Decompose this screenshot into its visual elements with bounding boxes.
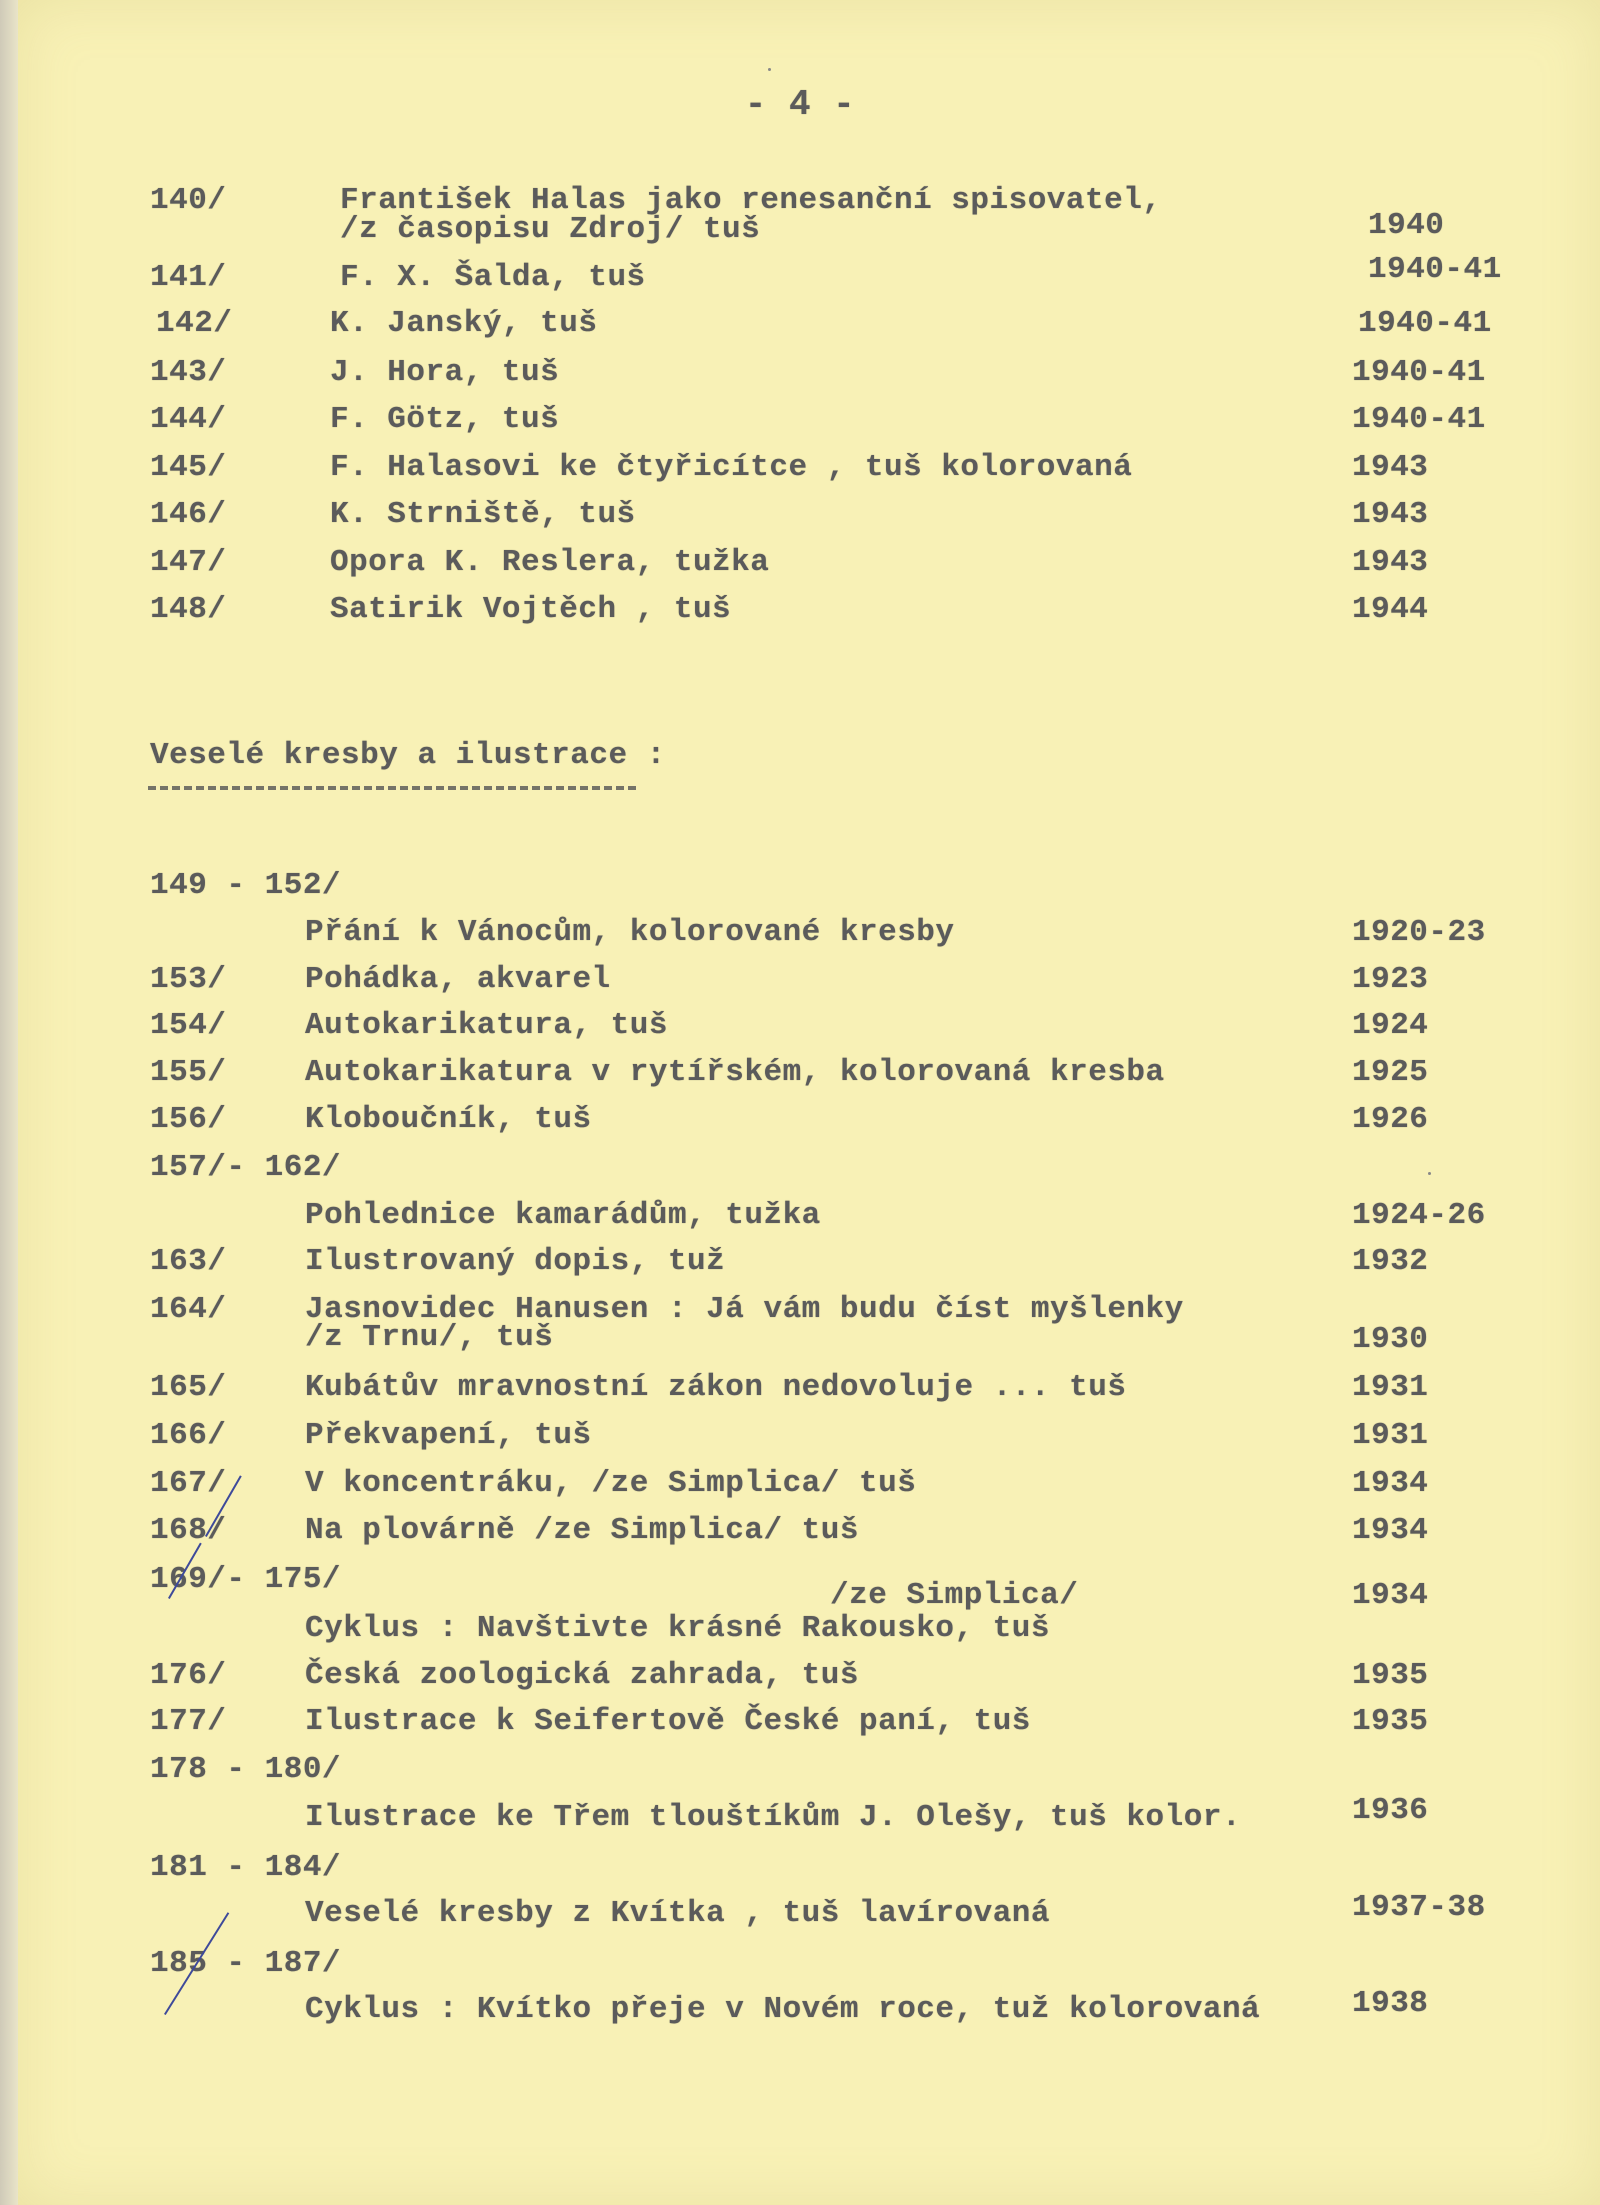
entry-title: J. Hora, tuš [330,355,560,390]
entry-title: Ilustrace k Seifertově České paní, tuš [305,1704,1031,1739]
entry-number: 147/ [150,545,227,580]
entry-year: 1938 [1352,1986,1429,2021]
entry-year: 1925 [1352,1055,1429,1090]
entry-title: František Halas jako renesanční spisovatel, [340,183,1162,218]
paper-speck [768,68,771,71]
entry-number: 148/ [150,592,227,627]
entry-year: 1935 [1352,1704,1429,1739]
entry-number: 142/ [156,306,233,341]
entry-year: 1920-23 [1352,915,1486,950]
entry-year: 1935 [1352,1658,1429,1693]
paper-speck [1428,1172,1431,1175]
entry-number: 167/ [150,1466,227,1501]
entry-number: 140/ [150,183,227,218]
entry-title: Kubátův mravnostní zákon nedovoluje ... tuš [305,1370,1127,1405]
entry-year: 1940-41 [1368,252,1502,287]
entry-title: F. Götz, tuš [330,402,560,437]
entry-title: Satirik Vojtěch , tuš [330,592,732,627]
entry-year: 1937-38 [1352,1890,1486,1925]
entry-year: 1931 [1352,1418,1429,1453]
entry-year: 1932 [1352,1244,1429,1279]
entry-number: 163/ [150,1244,227,1279]
entry-year: 1924 [1352,1008,1429,1043]
entry-number: 154/ [150,1008,227,1043]
entry-year: 1936 [1352,1793,1429,1828]
entry-title: Překvapení, tuš [305,1418,592,1453]
entry-number: 149 - 152/ [150,868,342,903]
entry-title: Ilustrace ke Třem tlouštíkům J. Olešy, tuš kolor. [305,1800,1242,1835]
entry-number: 153/ [150,962,227,997]
entry-number: 177/ [150,1704,227,1739]
entry-number: 143/ [150,355,227,390]
entry-number: 181 - 184/ [150,1850,342,1885]
entry-year: 1934 [1352,1466,1429,1501]
entry-year: 1940-41 [1358,306,1492,341]
entry-number: 176/ [150,1658,227,1693]
entry-number: 164/ [150,1292,227,1327]
entry-title: Autokarikatura, tuš [305,1008,668,1043]
entry-year: 1934 [1352,1578,1429,1613]
entry-title: Cyklus : Kvítko přeje v Novém roce, tuž kolorovaná [305,1992,1261,2027]
entry-number: 155/ [150,1055,227,1090]
entry-year: 1940-41 [1352,355,1486,390]
entry-number: 146/ [150,497,227,532]
entry-number: 157/- 162/ [150,1150,342,1185]
entry-title: Opora K. Reslera, tužka [330,545,770,580]
entry-title-continued: /z časopisu Zdroj/ tuš [340,212,761,247]
entry-title: Jasnovidec Hanusen : Já vám budu číst myšlenky [305,1292,1184,1327]
entry-title: F. X. Šalda, tuš [340,260,646,295]
entry-year: 1940-41 [1352,402,1486,437]
entry-title: K. Janský, tuš [330,306,598,341]
entry-title: Česká zoologická zahrada, tuš [305,1658,859,1693]
entry-title: Na plovárně /ze Simplica/ tuš [305,1513,859,1548]
entry-year: 1943 [1352,497,1429,532]
entry-source-note: /ze Simplica/ [830,1578,1079,1613]
entry-title: Ilustrovaný dopis, tuž [305,1244,726,1279]
entry-number: 169/- 175/ [150,1562,342,1597]
entry-year: 1943 [1352,450,1429,485]
entry-title: Kloboučník, tuš [305,1102,592,1137]
entry-year: 1943 [1352,545,1429,580]
entry-number: 165/ [150,1370,227,1405]
entry-title: F. Halasovi ke čtyřicítce , tuš kolorovaná [330,450,1133,485]
entry-title: V koncentráku, /ze Simplica/ tuš [305,1466,917,1501]
entry-number: 144/ [150,402,227,437]
entry-number: 168/ [150,1513,227,1548]
entry-title-continued: /z Trnu/, tuš [305,1320,554,1355]
entry-year: 1924-26 [1352,1198,1486,1233]
entry-number: 178 - 180/ [150,1752,342,1787]
entry-year: 1930 [1352,1322,1429,1357]
entry-number: 185 - 187/ [150,1946,342,1981]
entry-title: Autokarikatura v rytířském, kolorovaná kresba [305,1055,1165,1090]
entry-title: Veselé kresby z Kvítka , tuš lavírovaná [305,1896,1051,1931]
entry-number: 166/ [150,1418,227,1453]
scan-edge [0,0,18,2205]
entry-title: Pohlednice kamarádům, tužka [305,1198,821,1233]
entry-title: K. Strniště, tuš [330,497,636,532]
entry-year: 1923 [1352,962,1429,997]
heading-underline [148,786,636,790]
entry-title: Pohádka, akvarel [305,962,611,997]
entry-year: 1934 [1352,1513,1429,1548]
entry-title: Cyklus : Navštivte krásné Rakousko, tuš [305,1611,1051,1646]
entry-number: 156/ [150,1102,227,1137]
page-number: - 4 - [744,84,856,125]
entry-number: 141/ [150,260,227,295]
entry-title: Přání k Vánocům, kolorované kresby [305,915,955,950]
entry-year: 1944 [1352,592,1429,627]
entry-year: 1931 [1352,1370,1429,1405]
section-heading: Veselé kresby a ilustrace : [150,738,666,773]
entry-number: 145/ [150,450,227,485]
entry-year: 1940 [1368,208,1445,243]
entry-year: 1926 [1352,1102,1429,1137]
